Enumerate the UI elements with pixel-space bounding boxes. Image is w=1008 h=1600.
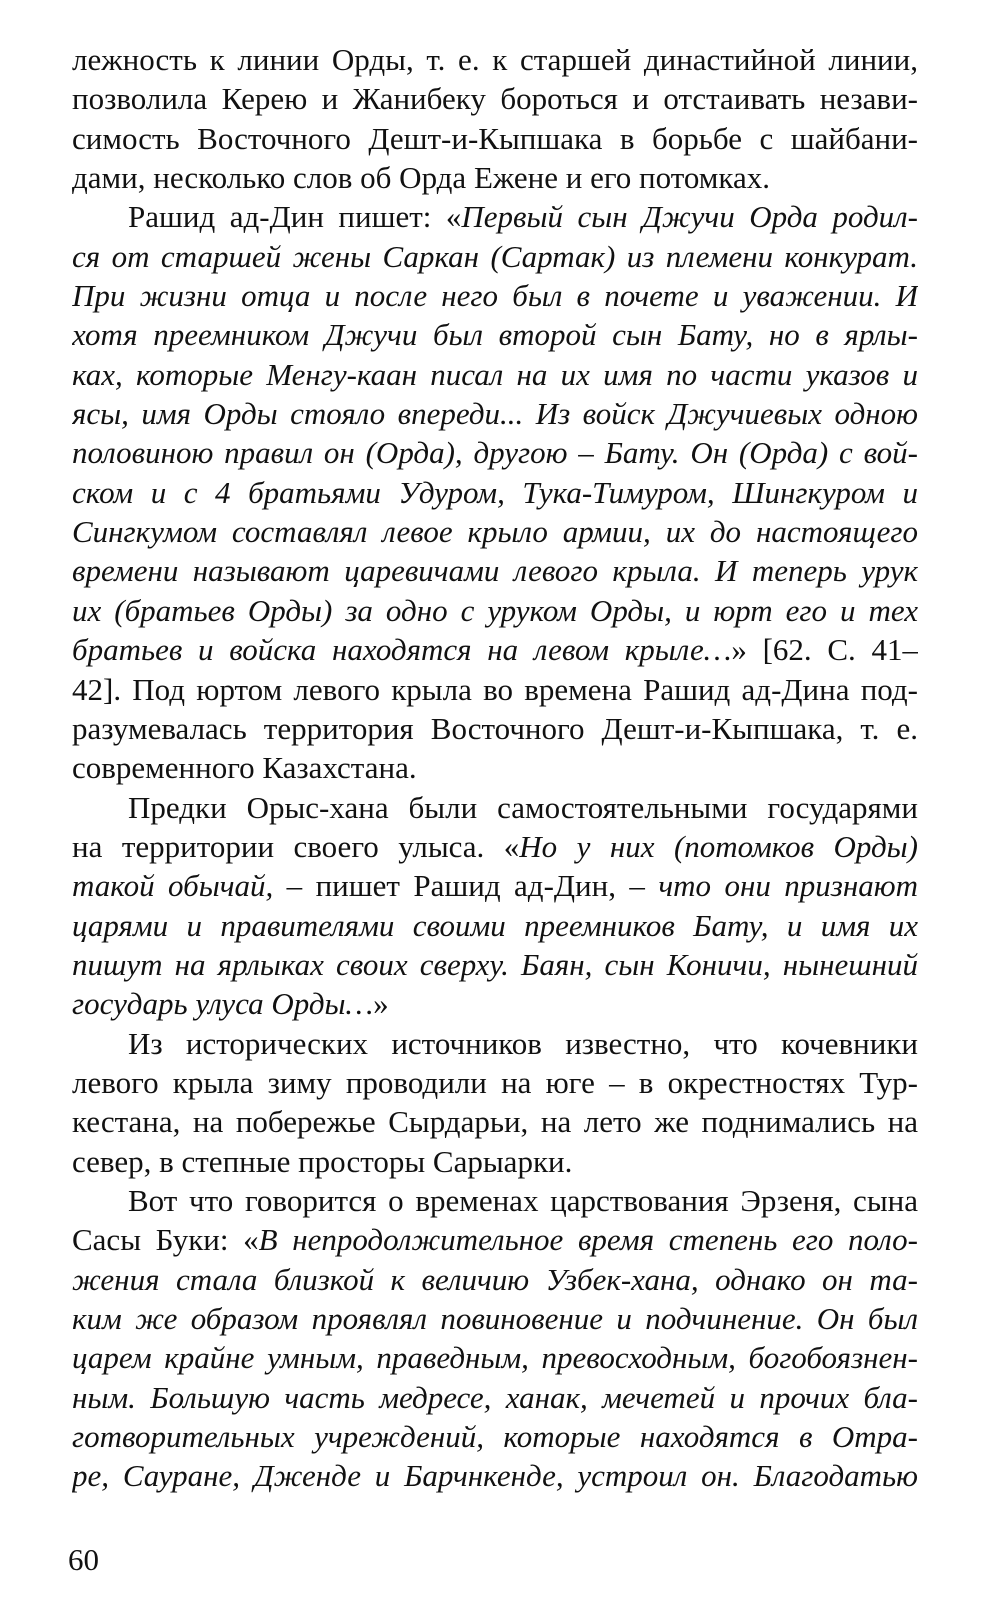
- text-line: [72, 276, 918, 315]
- text-line: [72, 984, 918, 1023]
- quote-italic-text: В непродолжительное время степень его поло-: [258, 1222, 918, 1258]
- page-body: [72, 40, 918, 1496]
- text-line: [72, 79, 918, 118]
- text-line: [72, 433, 918, 472]
- body-text: современного Казахстана.: [72, 750, 417, 786]
- text-line: [72, 512, 918, 551]
- body-text: »: [373, 986, 389, 1022]
- quote-italic-text: такой обычай,: [72, 868, 274, 904]
- text-line: [72, 866, 918, 905]
- quote-italic-text: пишут на ярлыках своих сверху. Баян, сын Коничи, нынешний: [72, 946, 918, 982]
- body-text: Сасы Буки: «: [72, 1222, 259, 1258]
- text-line: [72, 709, 918, 748]
- body-text: Рашид ад-Дин пишет: «: [128, 199, 462, 235]
- text-line: [72, 1417, 918, 1456]
- quote-italic-text: времени называют царевичами левого крыла. И теперь урук: [72, 553, 918, 589]
- text-line: [72, 1456, 918, 1495]
- body-text: на территории своего улыса. «: [72, 828, 520, 864]
- text-line: [72, 394, 918, 433]
- body-text: позволила Керею и Жанибеку бороться и отстаивать незави-: [72, 81, 918, 117]
- quote-italic-text: царями и правителями своими преемников Бату, и имя их: [72, 907, 918, 943]
- quote-italic-text: ском и с 4 братьями Удуром, Тука-Тимуром, Шингкуром и: [72, 474, 918, 510]
- text-line: [72, 788, 918, 827]
- text-line: [72, 1338, 918, 1377]
- body-text: Предки Орыс-хана были самостоятельными государями: [128, 789, 918, 825]
- body-text: Вот что говорится о временах царствования Эрзеня, сына: [128, 1182, 918, 1218]
- text-line: [72, 355, 918, 394]
- text-line: [72, 945, 918, 984]
- text-line: [72, 237, 918, 276]
- body-text: разумевалась территория Восточного Дешт-и-Кыпшака, т. е.: [72, 710, 918, 746]
- text-line: [72, 315, 918, 354]
- quote-italic-text: братьев и войска находятся на левом крыле…: [72, 632, 732, 668]
- text-line: [72, 1063, 918, 1102]
- body-text: левого крыла зиму проводили на юге – в окрестностях Тур-: [72, 1064, 918, 1100]
- text-line: [72, 748, 918, 787]
- quote-italic-text: ре, Сауране, Дженде и Барчнкенде, устроил он. Благодатью: [72, 1458, 918, 1494]
- text-line: [72, 630, 918, 669]
- text-line: [72, 158, 918, 197]
- body-text: 42]. Под юртом левого крыла во времена Рашид ад-Дина под-: [72, 671, 918, 707]
- text-line: [72, 1378, 918, 1417]
- quote-italic-text: царем крайне умным, праведным, превосходным, богобоязнен-: [72, 1340, 918, 1376]
- text-line: [72, 1102, 918, 1141]
- quote-italic-text: Но у них (потомков Орды): [519, 828, 918, 864]
- quote-italic-text: хотя преемником Джучи был второй сын Бату, но в ярлы-: [72, 317, 918, 353]
- quote-italic-text: Первый сын Джучи Орда родил-: [461, 199, 918, 235]
- quote-italic-text: Сингкумом составлял левое крыло армии, их до настоящего: [72, 514, 918, 550]
- body-text: север, в степные просторы Сарыарки.: [72, 1143, 573, 1179]
- text-line: [72, 1260, 918, 1299]
- quote-italic-text: ясы, имя Орды стояло впереди... Из войск Джучиевых одною: [72, 396, 918, 432]
- text-line: [72, 551, 918, 590]
- text-line: [72, 1024, 918, 1063]
- text-line: [72, 591, 918, 630]
- quote-italic-text: ся от старшей жены Саркан (Сартак) из племени конкурат.: [72, 238, 918, 274]
- quote-italic-text: При жизни отца и после него был в почете и уважении. И: [72, 278, 918, 314]
- body-text: кестана, на побережье Сырдарьи, на лето же поднимались на: [72, 1104, 918, 1140]
- body-text: » [62. С. 41–: [731, 632, 918, 668]
- page-number: 60: [68, 1542, 99, 1577]
- text-line: [72, 1220, 918, 1259]
- body-text: дами, несколько слов об Орда Ежене и его потомках.: [72, 160, 770, 196]
- text-line: [72, 906, 918, 945]
- text-line: [72, 1181, 918, 1220]
- quote-italic-text: ным. Большую часть медресе, ханак, мечетей и прочих бла-: [72, 1379, 918, 1415]
- text-line: [72, 670, 918, 709]
- text-line: [72, 40, 918, 79]
- quote-italic-text: ках, которые Менгу-каан писал на их имя по части указов и: [72, 356, 918, 392]
- text-line: [72, 473, 918, 512]
- quote-italic-text: что они признают: [658, 868, 918, 904]
- quote-italic-text: готворительных учреждений, которые находятся в Отра-: [72, 1419, 918, 1455]
- text-line: [72, 1142, 918, 1181]
- text-line: [72, 119, 918, 158]
- quote-italic-text: их (братьев Орды) за одно с уруком Орды, и юрт его и тех: [72, 592, 918, 628]
- body-text: симость Восточного Дешт-и-Кыпшака в борьбе с шайбани-: [72, 120, 918, 156]
- text-line: [72, 827, 918, 866]
- quote-italic-text: жения стала близкой к величию Узбек-хана, однако он та-: [72, 1261, 918, 1297]
- quote-italic-text: государь улуса Орды…: [72, 986, 374, 1022]
- quote-italic-text: половиною правил он (Орда), другою – Бату. Он (Орда) с вой-: [72, 435, 918, 471]
- quote-italic-text: ким же образом проявлял повиновение и подчинение. Он был: [72, 1301, 918, 1336]
- body-text: Из исторических источников известно, что кочевники: [128, 1025, 918, 1061]
- body-text: лежность к линии Орды, т. е. к старшей династийной линии,: [72, 42, 918, 77]
- text-line: [72, 1299, 918, 1338]
- text-line: [72, 197, 918, 236]
- body-text: – пишет Рашид ад-Дин, –: [273, 868, 659, 904]
